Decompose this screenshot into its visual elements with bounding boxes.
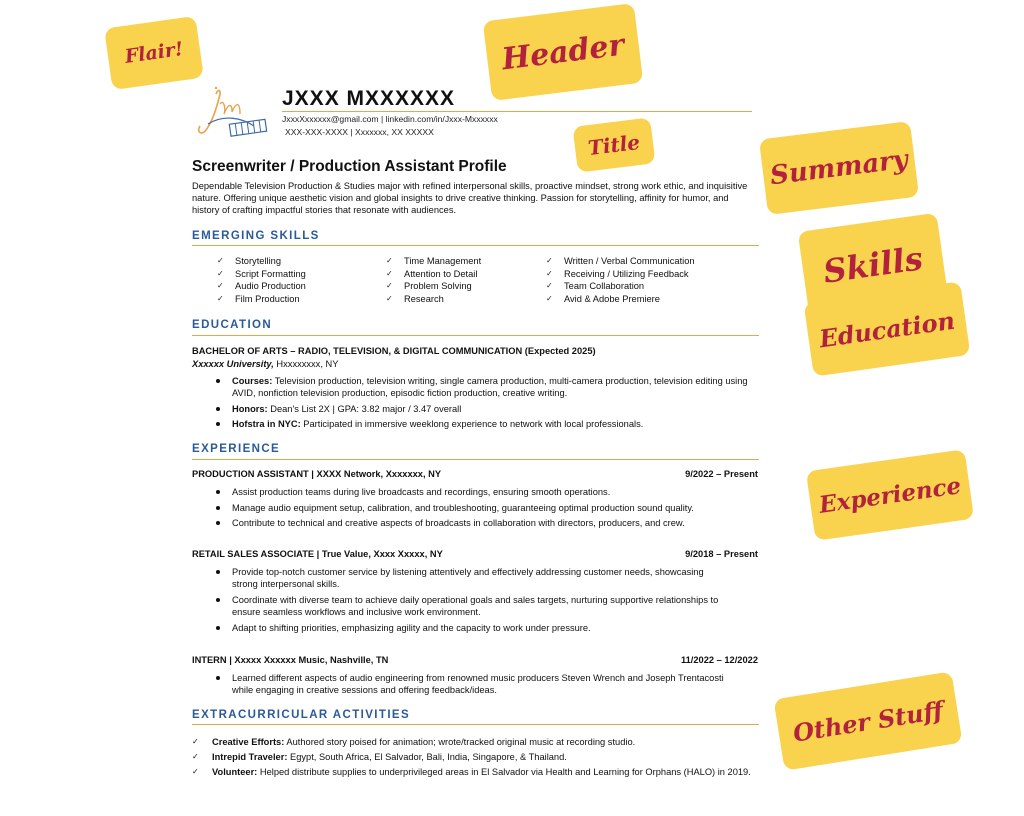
- list-item: [212, 418, 762, 430]
- list-item: Adapt to shifting priorities, emphasizing agility and the capacity to work under pressure.: [212, 622, 732, 634]
- skill-item: ✓ Storytelling: [217, 255, 306, 268]
- education-divider: [192, 335, 759, 336]
- job-dates: 9/2022 – Present: [685, 469, 758, 479]
- education-details: [212, 375, 762, 434]
- note-flair-text: Flair!: [123, 38, 185, 68]
- skills-heading: EMERGING SKILLS: [192, 230, 320, 242]
- skills-column-1: [217, 255, 306, 306]
- note-skills-text: Skills: [820, 239, 926, 291]
- skill-item: ✓ Research: [386, 293, 481, 306]
- skills-column-2: [386, 255, 481, 306]
- candidate-name: JXXX MXXXXXX: [282, 87, 456, 110]
- skill-item: ✓ Audio Production: [217, 280, 306, 293]
- item-text: Egypt, South Africa, El Salvador, Bali, India, Singapore, & Thailand.: [287, 751, 567, 762]
- degree-text: BACHELOR OF ARTS – RADIO, TELEVISION, & DIGITAL COMMUNICATION (Expected 2025): [192, 346, 596, 356]
- note-summary-text: Summary: [768, 144, 910, 192]
- experience-divider: [192, 459, 759, 460]
- item-text: Dean's List 2X | GPA: 3.82 major / 3.47 overall: [267, 403, 462, 414]
- institution-location: Hxxxxxxxx, NY: [273, 359, 339, 369]
- note-header-text: Header: [499, 27, 627, 77]
- list-item: Learned different aspects of audio engineering from renowned music producers Steven Wrench and Joseph Trentacosti while engaging in creative sessions and offering feedback/ideas.: [212, 672, 742, 696]
- job-title: RETAIL SALES ASSOCIATE | True Value, Xxxx Xxxxx, NY: [192, 549, 443, 559]
- job-header: [192, 469, 758, 479]
- job-header: [192, 549, 758, 559]
- item-text: Helped distribute supplies to underprivileged areas in El Salvador via Health and Learning for Orphans (HALO) in 2019.: [257, 766, 751, 777]
- monogram-logo-icon: [194, 84, 272, 144]
- contact-line-phone-location: XXX-XXX-XXXX | Xxxxxxx, XX XXXXX: [285, 127, 434, 137]
- item-label: Hofstra in NYC:: [232, 419, 301, 430]
- header-divider: [282, 111, 752, 112]
- job-title: INTERN | Xxxxx Xxxxxx Music, Nashville, TN: [192, 655, 389, 665]
- note-experience-text: Experience: [817, 471, 963, 519]
- note-experience: [806, 449, 974, 541]
- skill-item: ✓ Team Collaboration: [546, 280, 695, 293]
- list-item: [212, 375, 762, 399]
- institution-name: Xxxxxx University,: [192, 359, 274, 369]
- item-text: Authored story poised for animation; wrote/tracked original music at recording studio.: [284, 737, 636, 747]
- item-label: Intrepid Traveler:: [212, 751, 288, 762]
- note-title-text: Title: [586, 129, 642, 161]
- job-bullets: [212, 566, 732, 637]
- experience-heading: EXPERIENCE: [192, 443, 281, 455]
- contact-line-email-linkedin: JxxxXxxxxxx@gmail.com | linkedin.com/in/Jxxx-Mxxxxxx: [282, 114, 498, 124]
- skill-item: ✓ Problem Solving: [386, 280, 481, 293]
- extracurricular-divider: [192, 724, 759, 725]
- institution-line: [192, 359, 338, 369]
- degree-title: [192, 346, 758, 356]
- job-dates: 11/2022 – 12/2022: [680, 655, 758, 665]
- job-dates: 9/2018 – Present: [685, 549, 758, 559]
- profile-title: Screenwriter / Production Assistant Profile: [192, 158, 507, 175]
- note-flair: [104, 16, 204, 90]
- list-item: [212, 403, 762, 415]
- skill-item: ✓ Written / Verbal Communication: [546, 255, 695, 268]
- extracurricular-heading: EXTRACURRICULAR ACTIVITIES: [192, 709, 411, 721]
- item-label: Courses:: [232, 376, 273, 386]
- resume-document: [184, 78, 764, 808]
- skill-item: ✓ Attention to Detail: [386, 268, 481, 281]
- item-label: Honors:: [232, 403, 268, 414]
- note-title: [572, 117, 655, 172]
- skills-divider: [192, 245, 759, 246]
- job-title: PRODUCTION ASSISTANT | XXXX Network, Xxxxxxx, NY: [192, 469, 442, 479]
- list-item: Manage audio equipment setup, calibration, and troubleshooting, guaranteeing optimal production sound quality.: [212, 502, 762, 514]
- skill-item: ✓ Script Formatting: [217, 268, 306, 281]
- note-other-stuff-text: Other Stuff: [790, 694, 946, 748]
- note-other-stuff: [773, 671, 962, 770]
- list-item: [192, 751, 752, 763]
- note-summary: [759, 121, 919, 215]
- extracurricular-list: [192, 736, 752, 780]
- item-label: Volunteer:: [212, 766, 258, 777]
- skill-item: ✓ Receiving / Utilizing Feedback: [546, 268, 695, 281]
- education-heading: EDUCATION: [192, 319, 273, 331]
- job-bullets: [212, 672, 742, 700]
- list-item: [192, 766, 752, 778]
- item-text: Participated in immersive weeklong experience to network with local professionals.: [300, 419, 644, 430]
- skill-item: ✓ Time Management: [386, 255, 481, 268]
- skills-column-3: [546, 255, 695, 306]
- job-bullets: [212, 486, 762, 533]
- item-label: Creative Efforts:: [212, 737, 285, 747]
- list-item: [192, 736, 752, 748]
- list-item: Provide top-notch customer service by listening attentively and effectively addressing customer needs, showcasing strong interpersonal skills.: [212, 566, 732, 590]
- skill-item: ✓ Avid & Adobe Premiere: [546, 293, 695, 306]
- list-item: Coordinate with diverse team to achieve daily operational goals and sales targets, nurturing supportive relationships to ensure seamless workflows and inclusive work environment.: [212, 594, 732, 618]
- list-item: Assist production teams during live broadcasts and recordings, ensuring smooth operations.: [212, 486, 762, 498]
- skill-item: ✓ Film Production: [217, 293, 306, 306]
- note-education-text: Education: [817, 305, 957, 353]
- list-item: Contribute to technical and creative aspects of broadcasts in collaboration with directors, producers, and crew.: [212, 517, 762, 529]
- profile-summary: Dependable Television Production & Studies major with refined interpersonal skills, proactive mindset, strong work ethic, and inquisitive nature. Offering unique aesthetic vision and global insights to drive creative thinking. Passion for storytelling, affinity for humor, and history of crafting impactful stories that resonate with audiences.: [192, 181, 748, 216]
- job-header: [192, 655, 758, 665]
- item-text: Television production, television writing, single camera production, multi-camera production, television editing using AVID, nonfiction television production, episodic fiction production, creative writing.: [232, 376, 748, 399]
